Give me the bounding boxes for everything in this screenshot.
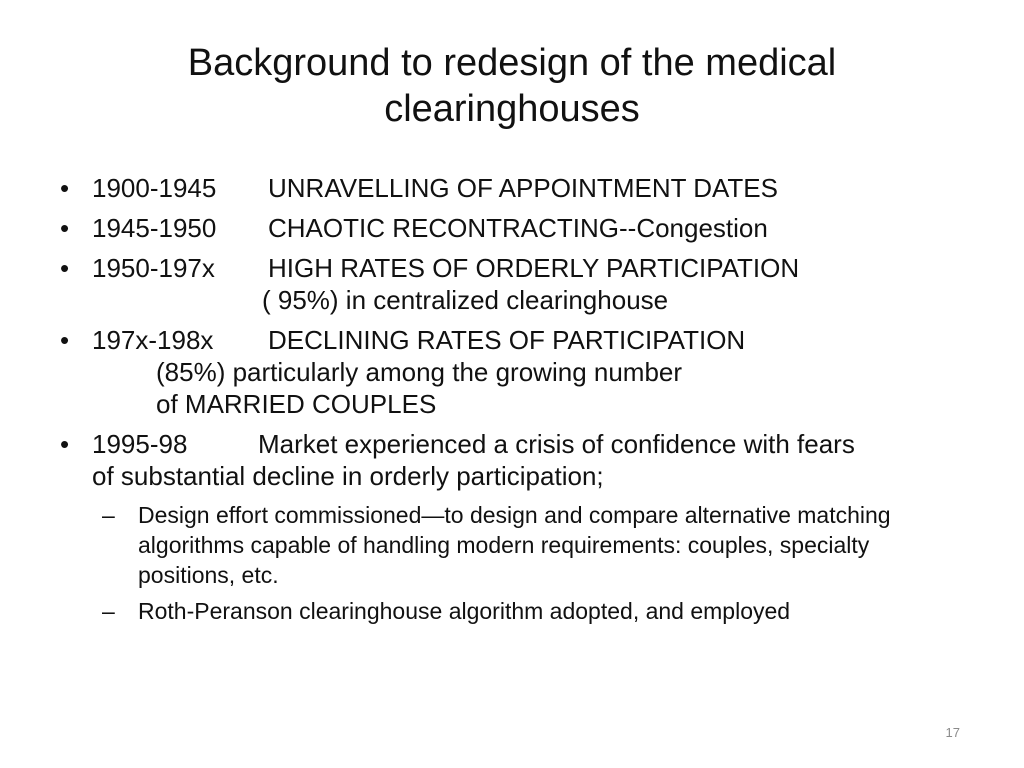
bullet-item: [56, 252, 996, 316]
bullet-years: 197x-198x: [92, 325, 214, 355]
sub-bullet-item: – Roth-Peranson clearinghouse algorithm adopted, and employed: [56, 596, 956, 626]
slide-title: [112, 40, 912, 132]
bullet-continuation: of substantial decline in orderly participation;: [92, 461, 604, 491]
slide-title-line-2: clearinghouses: [384, 88, 640, 130]
bullet-text: CHAOTIC RECONTRACTING--Congestion: [268, 213, 768, 243]
sub-bullet-item: – Design effort commissioned—to design and compare alternative matching algorithms capable of handling modern requirements: couples, specialty positions, etc.: [56, 500, 956, 590]
bullet-continuation: (85%) particularly among the growing number: [156, 357, 683, 387]
bullet-continuation: ( 95%) in centralized clearinghouse: [262, 285, 669, 315]
bullet-text: UNRAVELLING OF APPOINTMENT DATES: [268, 173, 778, 203]
page-number: 17: [945, 725, 960, 740]
bullet-years: 1945-1950: [92, 213, 217, 243]
bullet-item: [56, 212, 996, 244]
bullet-text: Market experienced a crisis of confidence with fears: [258, 429, 855, 459]
bullet-text: HIGH RATES OF ORDERLY PARTICIPATION: [268, 253, 800, 283]
bullet-text: DECLINING RATES OF PARTICIPATION: [268, 325, 746, 355]
slide-title-line-1: Background to redesign of the medical: [187, 42, 837, 84]
bullet-list: [56, 172, 996, 632]
bullet-item: [56, 172, 996, 204]
bullet-years: 1995-98: [92, 429, 188, 459]
bullet-years: 1900-1945: [92, 173, 217, 203]
bullet-item: [56, 324, 996, 420]
bullet-years: 1950-197x: [92, 253, 215, 283]
bullet-continuation: of MARRIED COUPLES: [156, 389, 437, 419]
bullet-item: [56, 428, 996, 492]
